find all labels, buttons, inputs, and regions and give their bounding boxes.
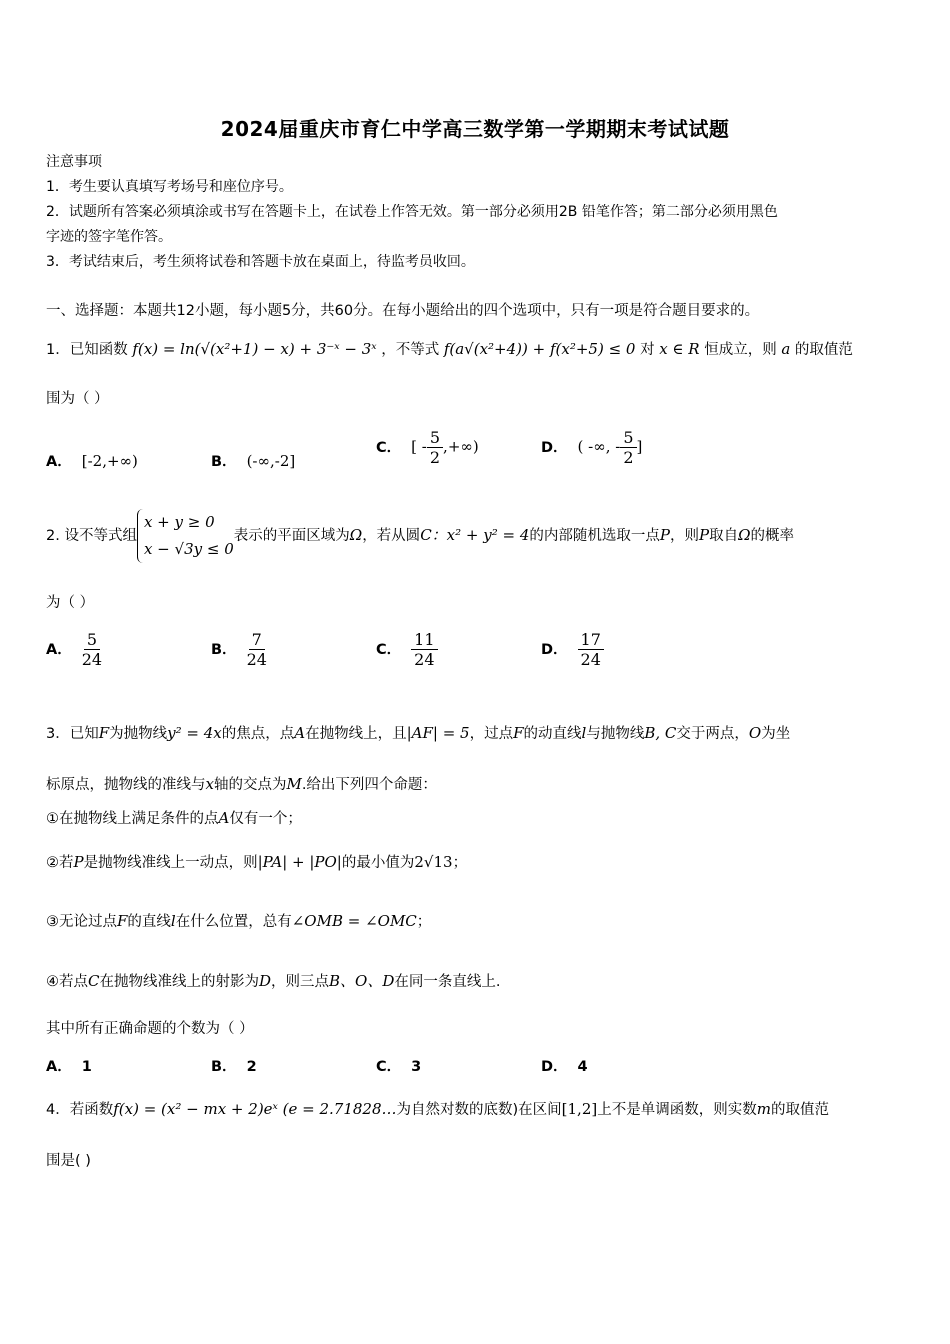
notice-item-2: 2．试题所有答案必须填涂或书写在答题卡上，在试卷上作答无效。第一部分必须用2B 铅笔作答；第二部分必须用黑色: [46, 204, 778, 220]
q3-math: A: [294, 724, 306, 742]
option-value: (-∞,-2]: [246, 452, 296, 470]
q1-option-d: [541, 428, 642, 467]
option-pre: ( -∞, -: [577, 437, 621, 456]
q3-option-b: [211, 1055, 267, 1076]
q3-text: 交于两点，: [676, 726, 749, 742]
denominator: 2: [429, 448, 441, 467]
q1-mid2: 对: [640, 342, 655, 358]
q3-text: 的焦点，点: [221, 726, 295, 742]
option-label: B．: [211, 641, 237, 658]
q3-text: 在抛物线上，且: [305, 726, 407, 742]
question-4-stem: [46, 1100, 829, 1119]
question-1-stem: [46, 340, 853, 359]
option-label: D．: [541, 641, 568, 658]
numerator: 5: [84, 630, 100, 650]
q4-interval: [1,2]: [561, 1100, 598, 1118]
q3-statement-3: [46, 912, 431, 931]
q1-option-c: [376, 428, 479, 467]
notice-item-1: 1．考生要认真填写考场号和座位序号。: [46, 179, 293, 195]
q3-math: F: [117, 912, 128, 930]
q1-option-b: [211, 450, 295, 471]
q1-tail2: 的取值范: [794, 342, 853, 358]
q3-text: 的最小值为: [341, 855, 415, 871]
option-value: 4: [577, 1059, 588, 1075]
q3-math: A: [218, 809, 230, 827]
q3-text: ③无论过点: [46, 914, 117, 930]
q2-t3: 的内部随机选取一点: [529, 528, 660, 544]
q3-math: ∠OMB = ∠OMC: [291, 912, 417, 930]
q3-text: 为抛物线: [109, 726, 168, 742]
numerator: 7: [249, 630, 265, 650]
q3-text: ④若点: [46, 974, 88, 990]
option-value: 1: [81, 1059, 92, 1075]
option-label: C．: [376, 1059, 402, 1075]
q3-text: 的直线: [127, 914, 171, 930]
q3-text: 在抛物线准线上的射影为: [99, 974, 259, 990]
denominator: 24: [580, 650, 601, 669]
q3-text: 标原点，抛物线的准线与: [46, 777, 206, 793]
q2-t6: 的概率: [750, 528, 795, 544]
q1-option-a: [46, 450, 138, 471]
q2-option-a: [46, 630, 102, 669]
q1-tail: 恒成立，则: [704, 342, 777, 358]
q3-text: ①在抛物线上满足条件的点: [46, 811, 219, 827]
q3-statement-1: [46, 809, 302, 828]
option-post: ]: [636, 437, 643, 456]
question-3-stem: [46, 724, 790, 743]
q3-text: 为坐: [761, 726, 791, 742]
q3-math: |PA| + |PO|: [257, 853, 342, 871]
q3-text: ，过点: [469, 726, 514, 742]
q3-text: ②若: [46, 855, 74, 871]
option-pre: [ -: [411, 437, 427, 456]
q2-point-p-2: P: [698, 526, 710, 544]
q1-mid: ，不等式: [381, 342, 440, 358]
option-value: 3: [411, 1059, 422, 1075]
q2-prefix: 2. 设不等式组: [46, 528, 137, 544]
q4-text: 4．若函数: [46, 1102, 114, 1118]
q4-function: f(x) = (x² − mx + 2)eˣ (e = 2.71828…: [113, 1100, 397, 1118]
q3-math: l: [170, 912, 176, 930]
q3-text: ；: [452, 855, 468, 871]
q3-text: 轴的交点为: [213, 777, 287, 793]
q2-omega: Ω: [349, 526, 363, 544]
denominator: 24: [246, 650, 267, 669]
q3-text: 与抛物线: [586, 726, 645, 742]
question-2-cont: 为（ ）: [46, 595, 95, 611]
page-title: 2024届重庆市育仁中学高三数学第一学期期末考试试题: [220, 117, 730, 141]
q3-option-a: [46, 1055, 102, 1076]
question-2-stem: [46, 508, 794, 563]
q3-text: .给出下列四个命题：: [301, 777, 437, 793]
q3-math: |AF| = 5: [406, 724, 470, 742]
q2-t2: ，若从圆: [362, 528, 421, 544]
q3-text: ；: [416, 914, 432, 930]
q2-option-d: [541, 630, 604, 669]
option-label: C．: [376, 641, 402, 658]
q3-math: P: [73, 853, 84, 871]
inequality-1: x + y ≥ 0: [143, 513, 215, 531]
q2-t4: ，则: [669, 528, 699, 544]
q3-text: 在同一条直线上.: [394, 974, 501, 990]
section-header: 一、选择题：本题共12小题，每小题5分，共60分。在每小题给出的四个选项中，只有一项是符合题目要求的。: [46, 303, 760, 319]
numerator: 5: [427, 428, 443, 448]
q1-function: f(x) = ln(√(x²+1) − x) + 3⁻ˣ − 3ˣ: [132, 340, 377, 358]
option-label: A．: [46, 641, 72, 658]
q2-option-b: [211, 630, 267, 669]
q4-text: 的取值范: [770, 1102, 829, 1118]
q3-math: B、O、D: [329, 972, 395, 990]
q1-inequality: f(a√(x²+4)) + f(x²+5) ≤ 0: [443, 340, 636, 358]
q3-option-d: [541, 1055, 598, 1076]
numerator: 5: [620, 428, 636, 448]
option-label: A．: [46, 454, 72, 470]
q3-statement-4: [46, 972, 500, 991]
q2-t1: 表示的平面区域为: [233, 528, 350, 544]
q3-math: l: [581, 724, 587, 742]
option-label: A．: [46, 1059, 72, 1075]
q3-statement-2: [46, 853, 467, 872]
question-1-cont: 围为（ ）: [46, 391, 109, 407]
question-3-cont: [46, 775, 437, 794]
inequality-system: [137, 509, 234, 563]
question-4-cont: 围是( ): [46, 1153, 91, 1169]
q3-math: D: [258, 972, 272, 990]
q2-option-c: [376, 630, 438, 669]
q2-point-p: P: [659, 526, 670, 544]
option-value: [-2,+∞): [81, 452, 138, 470]
numerator: 17: [578, 630, 604, 650]
q2-circle-name: C: [420, 526, 432, 544]
q3-text: 是抛物线准线上一动点，则: [83, 855, 258, 871]
denominator: 2: [623, 448, 634, 467]
numerator: 11: [411, 630, 437, 650]
q4-text: 上不是单调函数，则实数: [597, 1102, 757, 1118]
q1-var: a: [781, 340, 791, 358]
q3-math: y² = 4x: [167, 724, 222, 742]
option-post: ,+∞): [443, 437, 479, 456]
q2-circle-eq: ：x² + y² = 4: [431, 526, 530, 544]
q3-math: O: [748, 724, 762, 742]
notice-item-2-cont: 字迹的签字笔作答。: [46, 229, 172, 245]
fraction: [427, 428, 443, 467]
denominator: 24: [414, 650, 435, 669]
q3-option-c: [376, 1055, 431, 1076]
q3-math: x: [205, 775, 214, 793]
q3-ask: 其中所有正确命题的个数为（ ）: [46, 1021, 254, 1037]
fraction: [247, 630, 267, 669]
notice-heading: 注意事项: [46, 154, 102, 170]
inequality-2: x − √3y ≤ 0: [143, 540, 234, 558]
option-label: D．: [541, 1059, 568, 1075]
q1-domain: x ∈ R: [659, 340, 700, 358]
fraction: [620, 428, 636, 467]
q3-math: C: [88, 972, 100, 990]
q3-text: 仅有一个；: [229, 811, 302, 827]
q4-var: m: [756, 1100, 771, 1118]
option-label: D．: [541, 439, 568, 456]
q3-math: F: [513, 724, 524, 742]
option-label: C．: [376, 439, 402, 456]
fraction: [82, 630, 102, 669]
q3-math: 2√13: [414, 853, 453, 871]
q3-text: ，则三点: [271, 974, 330, 990]
q2-omega-2: Ω: [738, 526, 751, 544]
q3-text: 3．已知: [46, 726, 99, 742]
q1-prefix: 1．已知函数: [46, 342, 128, 358]
q3-math: F: [98, 724, 110, 742]
q3-text: 的动直线: [523, 726, 582, 742]
q4-text: 为自然对数的底数)在区间: [396, 1102, 562, 1118]
denominator: 24: [81, 650, 103, 669]
notice-item-3: 3．考试结束后，考生须将试卷和答题卡放在桌面上，待监考员收回。: [46, 254, 475, 270]
q2-t5: 取自: [709, 528, 739, 544]
fraction: [411, 630, 437, 669]
q3-math: M: [286, 775, 302, 793]
option-label: B．: [211, 454, 237, 470]
option-value: 2: [246, 1059, 257, 1075]
option-label: B．: [211, 1059, 237, 1075]
q3-math: B, C: [644, 724, 677, 742]
q3-text: 在什么位置，总有: [175, 914, 292, 930]
fraction: [578, 630, 604, 669]
